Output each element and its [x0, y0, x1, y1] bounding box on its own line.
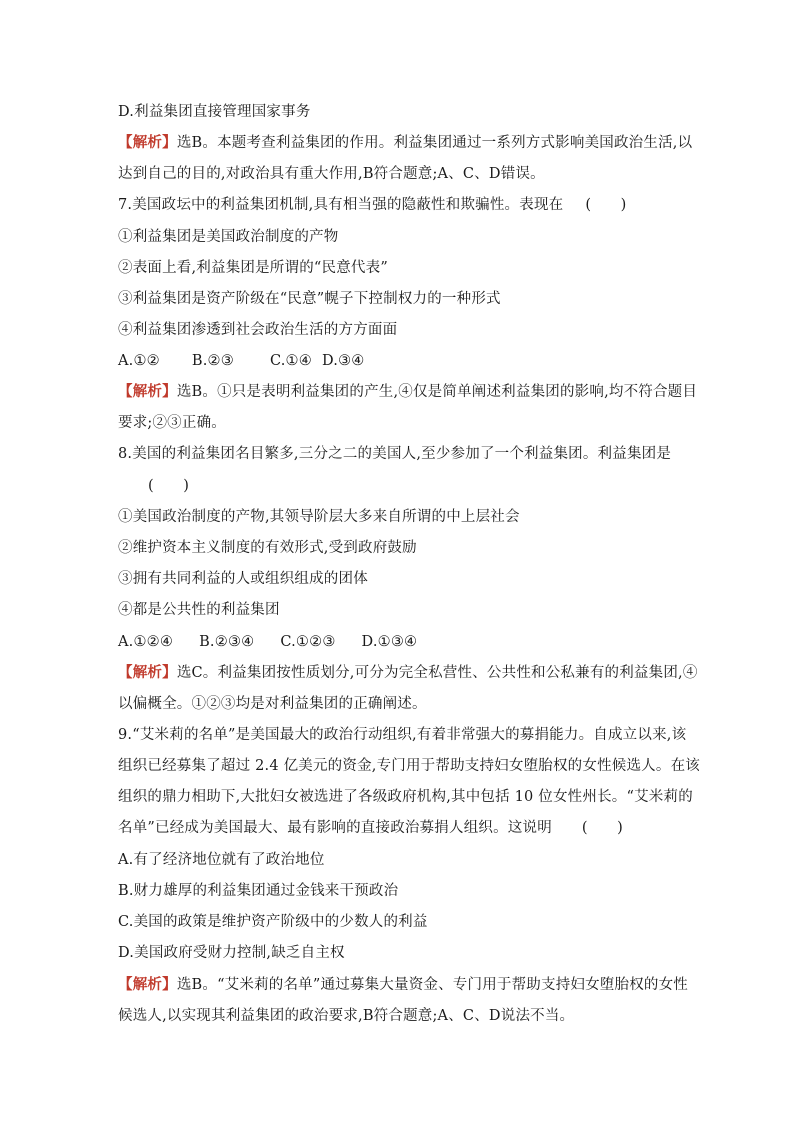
- choice-a: A.①②: [118, 353, 160, 369]
- q8-item-4: ④都是公共性的利益集团: [118, 602, 280, 618]
- q9-explanation-line-2: 候选人,以实现其利益集团的政治要求,B符合题意;A、C、D说法不当。: [118, 1008, 575, 1024]
- q6-option-d: D.利益集团直接管理国家事务: [118, 104, 311, 120]
- q7-item-4: ④利益集团渗透到社会政治生活的方方面面: [118, 322, 398, 338]
- q8-stem: 8.美国的利益集团名目繁多,三分之二的美国人,至少参加了一个利益集团。利益集团是: [118, 446, 672, 462]
- answer-paren: ( ): [585, 197, 627, 213]
- answer-paren: ( ): [581, 820, 624, 836]
- choice-d: D.③④: [321, 353, 365, 369]
- q7-stem: 7.美国政坛中的利益集团机制,具有相当强的隐蔽性和欺骗性。表现在 ( ): [118, 197, 627, 213]
- q7-item-1: ①利益集团是美国政治制度的产物: [118, 229, 339, 245]
- choice-d: D.①③④: [361, 634, 418, 650]
- q7-explanation-line-2: 要求;②③正确。: [118, 415, 226, 431]
- q9-stem-line-1: 9.“艾米莉的名单”是美国最大的政治行动组织,有着非常强大的募捐能力。自成立以来,该: [118, 727, 687, 743]
- q9-stem-line-4: 名单”已经成为美国最大、最有影响的直接政治募捐人组织。这说明 ( ): [118, 820, 624, 836]
- choice-b: B.②③: [191, 353, 234, 369]
- analysis-tag: 【解析】: [118, 976, 177, 993]
- q6-explanation-line-2: 达到自己的目的,对政治具有重大作用,B符合题意;A、C、D错误。: [118, 166, 545, 182]
- q8-item-3: ③拥有共同利益的人或组织组成的团体: [118, 571, 368, 587]
- q6-explanation-line-1: 【解析】选B。本题考查利益集团的作用。利益集团通过一系列方式影响美国政治生活,以: [118, 134, 693, 151]
- q9-option-a: A.有了经济地位就有了政治地位: [118, 852, 325, 868]
- q7-explanation-line-1: 【解析】选B。①只是表明利益集团的产生,④仅是简单阐述利益集团的影响,均不符合题目: [118, 383, 698, 400]
- analysis-tag: 【解析】: [118, 134, 177, 151]
- q8-explanation-line-2: 以偏概全。①②③均是对利益集团的正确阐述。: [118, 696, 427, 712]
- q8-item-1: ①美国政治制度的产物,其领导阶层大多来自所谓的中上层社会: [118, 509, 520, 525]
- q7-item-2: ②表面上看,利益集团是所谓的“民意代表”: [118, 260, 388, 276]
- choice-b: B.②③④: [199, 634, 255, 650]
- q9-option-b: B.财力雄厚的利益集团通过金钱来干预政治: [118, 883, 399, 899]
- q9-stem-line-2: 组织已经募集了超过 2.4 亿美元的资金,专门用于帮助支持妇女堕胎权的女性候选人。在该: [118, 758, 700, 774]
- analysis-tag: 【解析】: [118, 383, 177, 400]
- q7-choices: [118, 351, 365, 371]
- q9-option-c: C.美国的政策是维护资产阶级中的少数人的利益: [118, 914, 428, 930]
- choice-a: A.①②④: [118, 634, 174, 650]
- q8-item-2: ②维护资本主义制度的有效形式,受到政府鼓励: [118, 540, 417, 556]
- choice-c: C.①②③: [280, 634, 336, 650]
- q8-choices: [118, 632, 417, 652]
- q9-stem-line-3: 组织的鼎力相助下,大批妇女被选进了各级政府机构,其中包括 10 位女性州长。“艾米莉的: [118, 789, 693, 805]
- q9-explanation-line-1: 【解析】选B。“艾米莉的名单”通过募集大量资金、专门用于帮助支持妇女堕胎权的女性: [118, 976, 688, 993]
- q8-explanation-line-1: 【解析】选C。利益集团按性质划分,可分为完全私营性、公共性和公私兼有的利益集团,④: [118, 664, 698, 681]
- choice-c: C.①④: [269, 353, 312, 369]
- q8-answer-paren: ( ): [148, 478, 190, 494]
- analysis-tag: 【解析】: [118, 664, 177, 681]
- q9-option-d: D.美国政府受财力控制,缺乏自主权: [118, 945, 345, 961]
- q7-item-3: ③利益集团是资产阶级在“民意”幌子下控制权力的一种形式: [118, 291, 501, 307]
